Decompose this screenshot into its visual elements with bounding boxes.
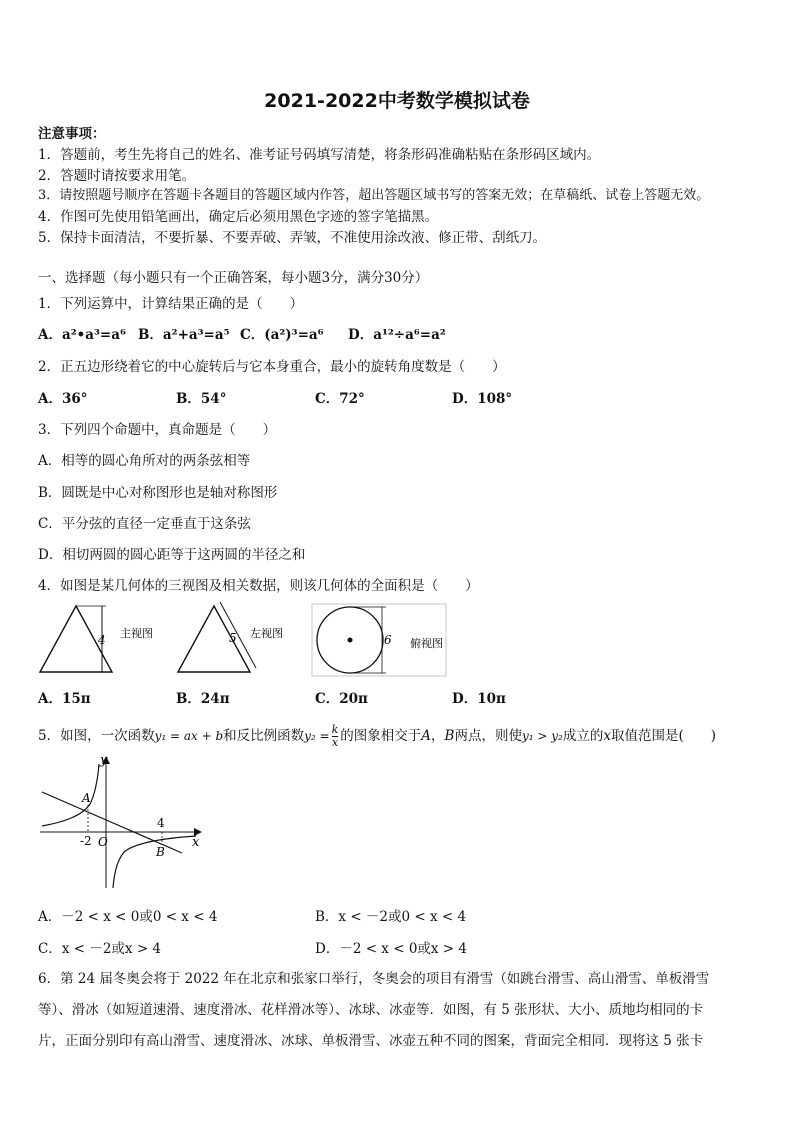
q5-mid3: ，: [431, 728, 445, 744]
question-6-line: 等）、滑冰（如短道速滑、速度滑冰、花样滑冰等）、冰球、冰壶等．如图，有 5 张形状、大小、质地均相同的卡: [38, 1002, 704, 1018]
side-view: [178, 602, 283, 672]
notice-item: 3．请按照题号顺序在答题卡各题目的答题区域内作答，超出答题区域书写的答案无效；在草稿纸、试卷上答题无效。: [38, 188, 710, 203]
q1-option-a: A．a²•a³=a⁶: [38, 327, 126, 343]
x-axis-label: x: [192, 835, 200, 850]
origin-label: O: [98, 835, 108, 849]
notice-item: 2．答题时请按要求用笔。: [38, 168, 196, 184]
q1-option-c: C．(a²)³=a⁶: [240, 327, 324, 343]
q3-option-c: C．平分弦的直径一定垂直于这条弦: [38, 516, 251, 532]
q3-option-a: A．相等的圆心角所对的两条弦相等: [38, 453, 251, 469]
q4-option-d: D．10π: [452, 691, 506, 707]
q1-option-d: D．a¹²÷a⁶=a²: [348, 327, 446, 343]
tick-4: 4: [157, 816, 165, 830]
q5-option-b: B．x < －2或0 < x < 4: [315, 909, 467, 925]
q2-option-d: D．108°: [452, 391, 513, 407]
q5-mid4: 两点，则使: [454, 728, 522, 744]
q5-eq2-lhs: y₂ =: [304, 729, 330, 743]
top-dim-label: 6: [384, 633, 392, 647]
q5-stem-pre: 5．如图，一次函数: [38, 728, 155, 744]
section-heading: 一、选择题（每小题只有一个正确答案，每小题3分，满分30分）: [38, 270, 429, 286]
y-axis-label: y: [100, 753, 108, 768]
tick-minus-2: -2: [80, 834, 92, 848]
q2-option-b: B．54°: [176, 391, 227, 407]
q5-mid5: 成立的: [562, 728, 604, 744]
side-dim-label: 5: [229, 631, 237, 645]
q5-mid2: 的图象相交于: [340, 728, 422, 744]
question-6-line: 6．第 24 届冬奥会将于 2022 年在北京和张家口举行，冬奥会的项目有滑雪（如跳台滑雪、高山滑雪、单板滑雪: [38, 971, 710, 987]
q2-option-a: A．36°: [38, 391, 88, 407]
front-view-label: 主视图: [120, 627, 153, 640]
notice-item: 1．答题前，考生先将自己的姓名、准考证号码填写清楚，将条形码准确粘贴在条形码区域内。: [38, 147, 601, 163]
q5-option-a: A．－2 < x < 0或0 < x < 4: [38, 909, 218, 925]
q5-option-c: C．x < －2或x > 4: [38, 941, 162, 957]
function-graph: [36, 752, 206, 894]
q3-option-d: D．相切两圆的圆心距等于这两圆的半径之和: [38, 547, 306, 563]
notice-item: 5．保持卡面清洁，不要折暴、不要弄破、弄皱，不准使用涂改液、修正带、刮纸刀。: [38, 230, 547, 246]
front-view: [40, 606, 153, 672]
page-title: 2021-2022中考数学模拟试卷: [264, 90, 530, 112]
q1-option-b: B．a²+a³=a⁵: [138, 327, 230, 343]
q5-tail: 取值范围是( ): [610, 728, 717, 744]
q4-option-b: B．24π: [176, 691, 230, 707]
top-view-label: 俯视图: [410, 637, 443, 650]
q5-cond: y₁ > y₂: [521, 729, 563, 743]
question-3-stem: 3．下列四个命题中，真命题是（ ）: [38, 422, 277, 438]
point-b-label: B: [156, 845, 165, 859]
q5-eq1: y₁ = ax + b: [154, 729, 224, 743]
q5-pt-b: B: [444, 728, 455, 744]
notice-heading: 注意事项：: [38, 126, 106, 142]
q5-frac-num: k: [331, 723, 339, 736]
q5-option-d: D．－2 < x < 0或x > 4: [315, 941, 468, 957]
q4-option-c: C．20π: [315, 691, 368, 707]
q5-frac-den: x: [331, 736, 339, 749]
q5-var: x: [603, 728, 611, 744]
front-dim-label: 4: [98, 633, 106, 647]
q5-mid1: 和反比例函数: [223, 728, 305, 744]
q5-pt-a: A: [421, 728, 432, 744]
question-6-line: 片，正面分别印有高山滑雪、速度滑冰、冰球、单板滑雪、冰壶五种不同的图案，背面完全相同．现将这 5 张卡: [38, 1033, 704, 1049]
q3-option-b: B．圆既是中心对称图形也是轴对称图形: [38, 485, 278, 501]
three-view-figure: [36, 600, 456, 680]
notice-item: 4．作图可先使用铅笔画出，确定后必须用黑色字迹的签字笔描黑。: [38, 209, 439, 225]
question-5-stem: [38, 724, 716, 749]
q5-fraction: [332, 724, 339, 749]
point-a-label: A: [82, 791, 91, 805]
side-view-label: 左视图: [250, 627, 283, 640]
question-1-stem: 1．下列运算中，计算结果正确的是（ ）: [38, 296, 304, 312]
question-4-stem: 4．如图是某几何体的三视图及相关数据，则该几何体的全面积是（ ）: [38, 578, 479, 594]
q2-option-c: C．72°: [315, 391, 365, 407]
question-2-stem: 2．正五边形绕着它的中心旋转后与它本身重合，最小的旋转角度数是（ ）: [38, 359, 506, 375]
top-view: [312, 604, 446, 676]
q4-option-a: A．15π: [38, 691, 91, 707]
